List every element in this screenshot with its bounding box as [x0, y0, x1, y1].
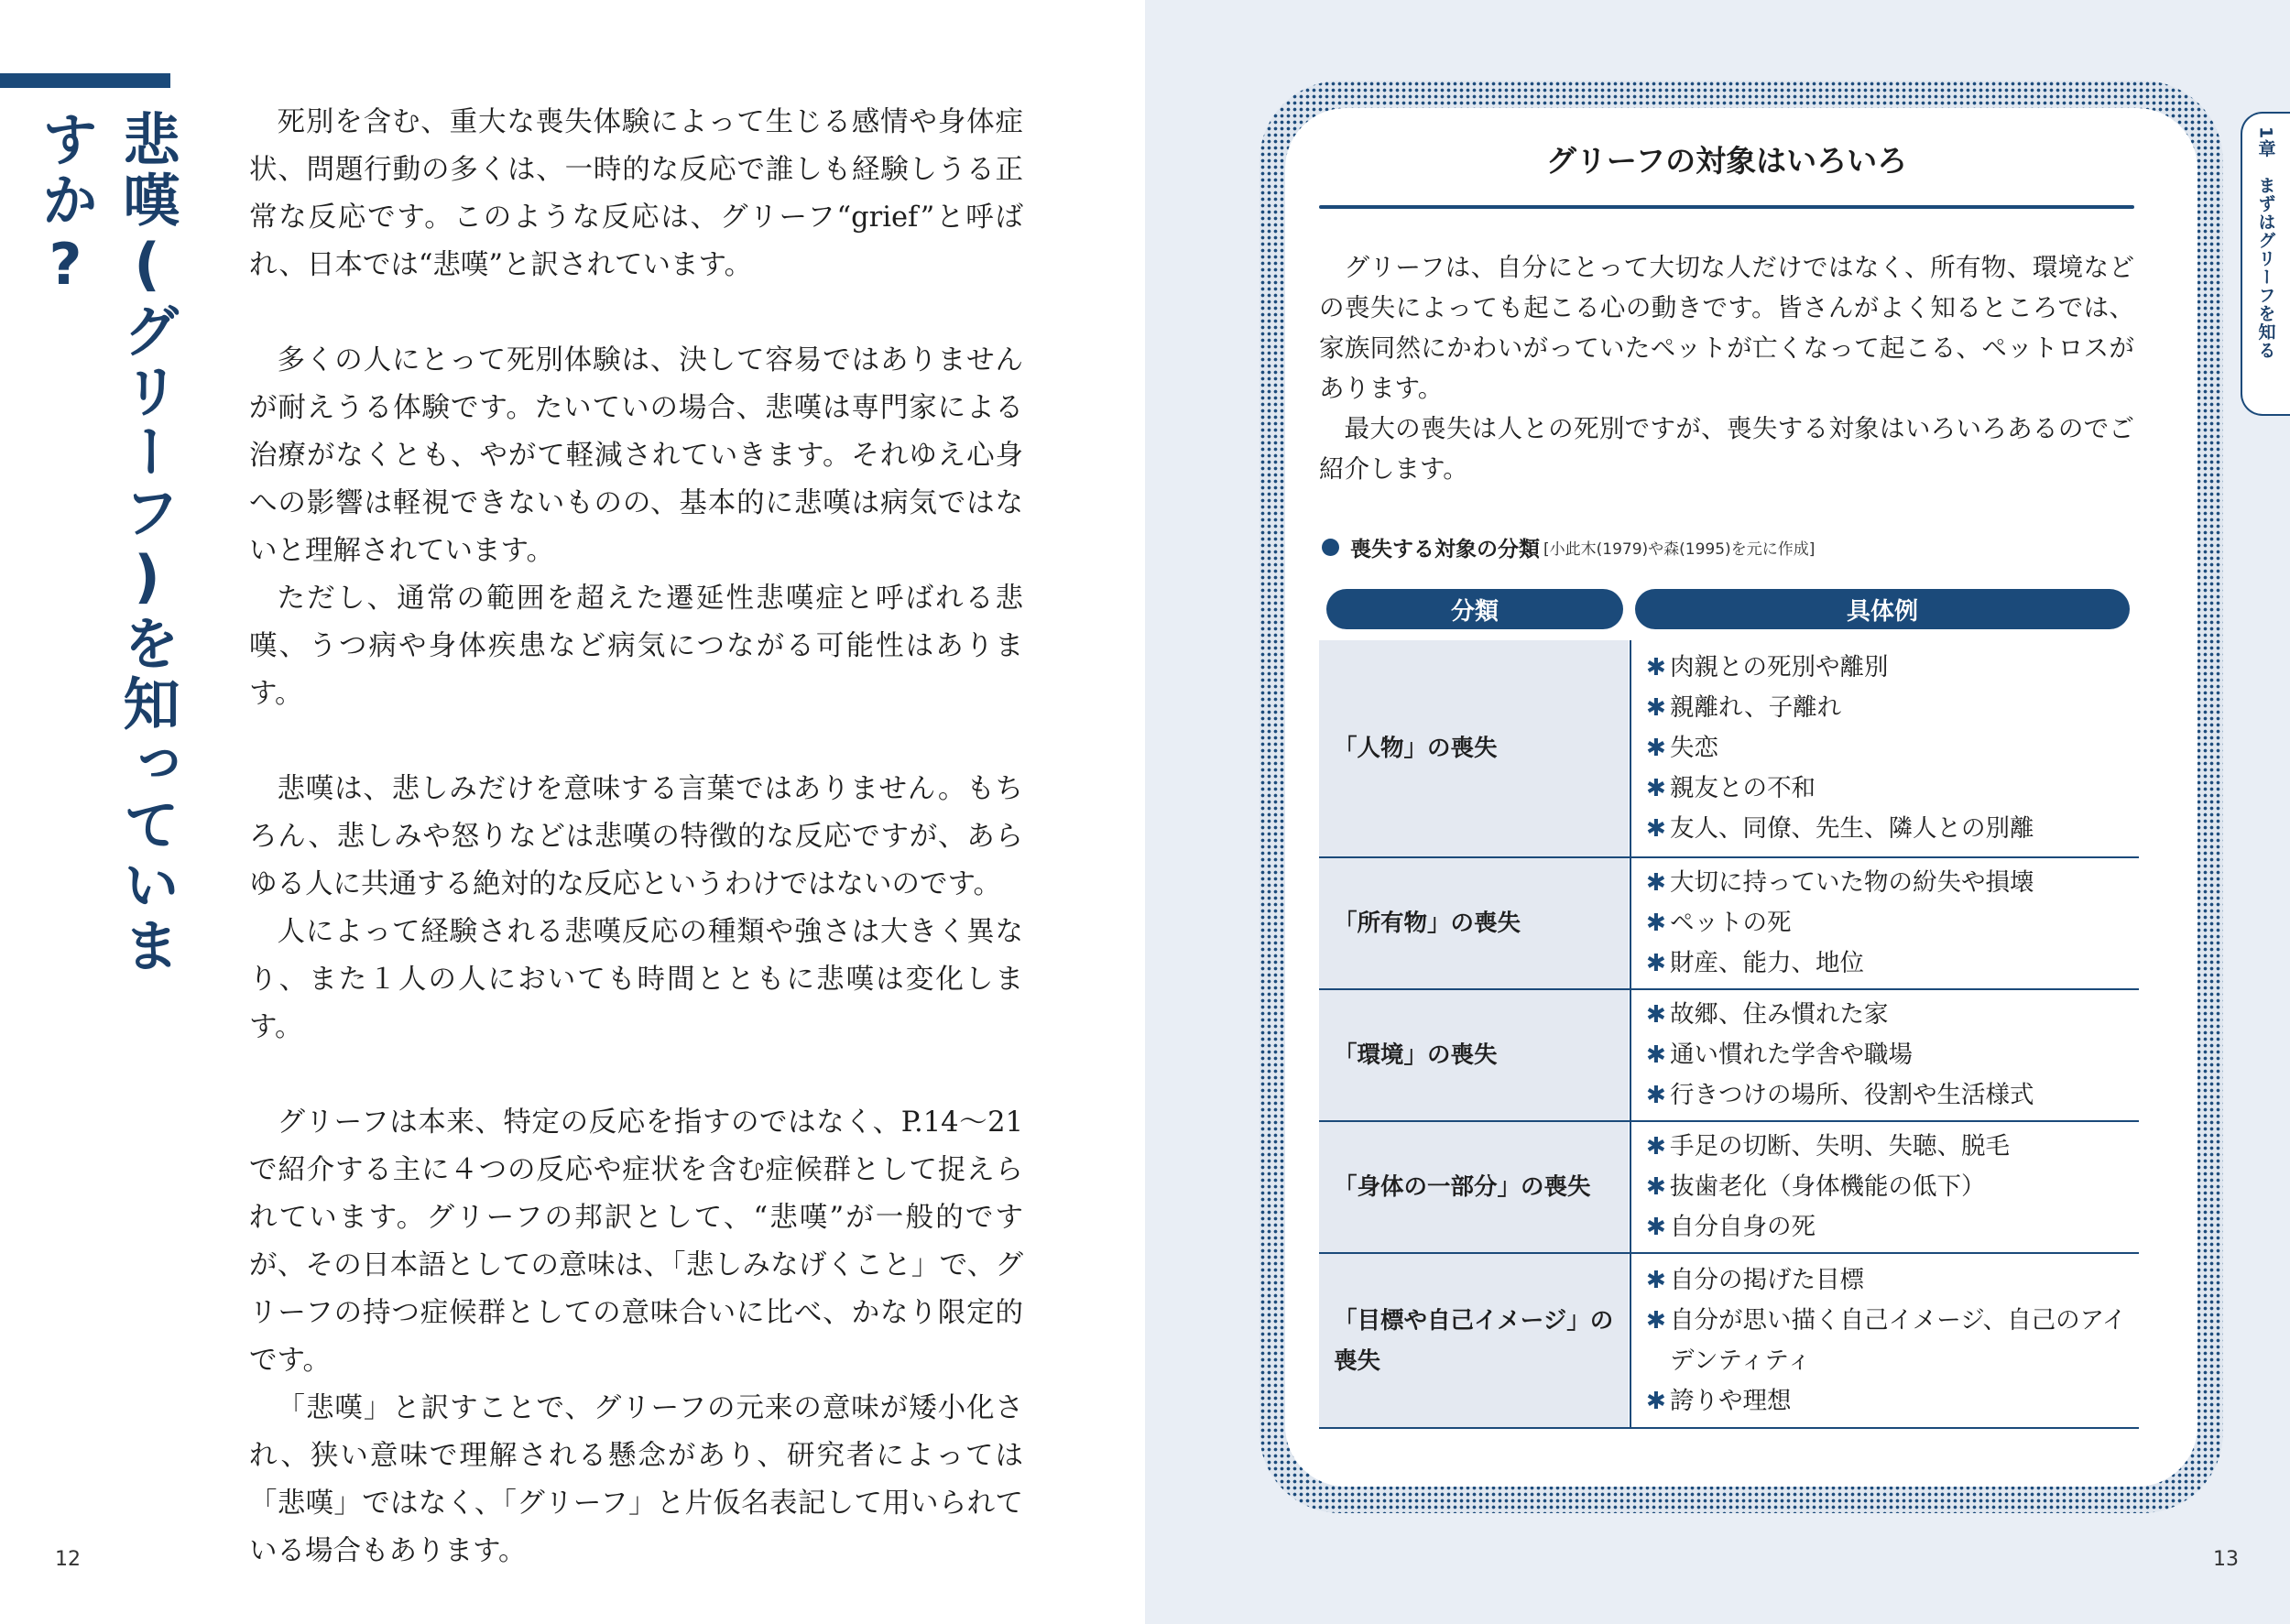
paragraph: 悲嘆は、悲しみだけを意味する言葉ではありません。もちろん、悲しみや怒りなどは悲嘆の特徴的な反応ですが、あらゆる人に共通する絶対的な反応というわけではないのです。	[249, 773, 1023, 900]
table-heading	[1322, 532, 1815, 562]
intro-text	[1319, 247, 2134, 489]
example-item: ✱ 失恋	[1646, 728, 2139, 768]
category-cell: 「目標や自己イメージ」の喪失	[1319, 1254, 1629, 1427]
page-title: 悲嘆(グリーフ)を知っていますか?	[32, 110, 180, 976]
box-title: グリーフの対象はいろいろ	[1545, 143, 1908, 179]
example-item: ✱ 自分の掲げた目標	[1646, 1260, 2139, 1301]
accent-bar	[0, 73, 170, 88]
table-header-category: 分類	[1326, 589, 1623, 629]
example-item: ✱ 手足の切断、失明、失聴、脱毛	[1646, 1127, 2139, 1167]
asterisk-icon: ✱	[1646, 1173, 1666, 1201]
asterisk-icon: ✱	[1646, 1266, 1666, 1294]
example-item: ✱ 自分自身の死	[1646, 1207, 2139, 1248]
paragraph: 人によって経験される悲嘆反応の種類や強さは大きく異なり、また１人の人においても時間とともに悲嘆は変化します。	[249, 916, 1023, 1043]
category-cell: 「環境」の喪失	[1319, 990, 1629, 1120]
example-item: ✱ 大切に持っていた物の紛失や損壊	[1646, 863, 2139, 903]
examples-cell	[1630, 990, 2139, 1120]
intro-paragraph: グリーフは、自分にとって大切な人だけではなく、所有物、環境などの喪失によっても起こる心の動きです。皆さんがよく知るところでは、家族同然にかわいがっていたペットが亡くなって起こる、ペットロスがあります。	[1319, 253, 2134, 403]
example-item: ✱ 通い慣れた学舎や職場	[1646, 1035, 2139, 1075]
table-row	[1319, 1254, 2139, 1429]
category-cell: 「人物」の喪失	[1319, 640, 1629, 856]
asterisk-icon: ✱	[1646, 1306, 1666, 1335]
paragraph: グリーフは本来、特定の反応を指すのではなく、P.14～21で紹介する主に４つの反応や症状を含む症候群として捉えられています。グリーフの邦訳として、“悲嘆”が一般的ですが、その日本語としての意味は、「悲しみなげくこと」で、グリーフの持つ症候群としての意味合いに比べ、かなり限定的です。	[249, 1106, 1023, 1377]
table-row	[1319, 1122, 2139, 1254]
asterisk-icon: ✱	[1646, 775, 1666, 802]
table-title: 喪失する対象の分類	[1350, 538, 1540, 561]
paragraph: 死別を含む、重大な喪失体験によって生じる感情や身体症状、問題行動の多くは、一時的な反応で誰しも経験しうる正常な反応です。このような反応は、グリーフ“grief”と呼ばれ、日本では“悲嘆”と訳されています。	[249, 106, 1023, 281]
examples-cell	[1630, 1122, 2139, 1252]
example-item: ✱ 財産、能力、地位	[1646, 943, 2139, 984]
asterisk-icon: ✱	[1646, 869, 1666, 897]
asterisk-icon: ✱	[1646, 1214, 1666, 1241]
asterisk-icon: ✱	[1646, 950, 1666, 977]
example-item: ✱ 自分が思い描く自己イメージ、自己のアイデンティティ	[1646, 1301, 2139, 1381]
chapter-tab	[2241, 112, 2290, 416]
asterisk-icon: ✱	[1646, 815, 1666, 843]
table-row	[1319, 858, 2139, 990]
example-item: ✱ 行きつけの場所、役割や生活様式	[1646, 1075, 2139, 1116]
asterisk-icon: ✱	[1646, 1001, 1666, 1029]
table-source: [小此木(1979)や森(1995)を元に作成]	[1543, 540, 1816, 559]
asterisk-icon: ✱	[1646, 1387, 1666, 1415]
paragraph: 多くの人にとって死別体験は、決して容易ではありませんが耐えうる体験です。たいていの場合、悲嘆は専門家による治療がなくとも、やがて軽減されていきます。それゆえ心身への影響は軽視できないものの、基本的に悲嘆は病気ではないと理解されています。	[249, 344, 1023, 567]
examples-cell	[1630, 1254, 2139, 1427]
asterisk-icon: ✱	[1646, 1082, 1666, 1109]
asterisk-icon: ✱	[1646, 1133, 1666, 1161]
example-item: ✱ 故郷、住み慣れた家	[1646, 995, 2139, 1035]
example-item: ✱ 親友との不和	[1646, 768, 2139, 809]
page-number-right: 13	[2213, 1548, 2239, 1571]
example-item: ✱ 誇りや理想	[1646, 1381, 2139, 1422]
example-item: ✱ 抜歯老化（身体機能の低下）	[1646, 1167, 2139, 1207]
asterisk-icon: ✱	[1646, 694, 1666, 722]
asterisk-icon: ✱	[1646, 1041, 1666, 1069]
example-item: ✱ ペットの死	[1646, 903, 2139, 943]
examples-cell	[1630, 640, 2139, 856]
bullet-dot-icon	[1322, 539, 1339, 556]
category-cell: 「身体の一部分」の喪失	[1319, 1122, 1629, 1252]
asterisk-icon: ✱	[1646, 735, 1666, 762]
example-item: ✱ 友人、同僚、先生、隣人との別離	[1646, 809, 2139, 849]
example-item: ✱ 肉親との死別や離別	[1646, 648, 2139, 688]
table-header-examples: 具体例	[1635, 589, 2130, 629]
paragraph: 「悲嘆」と訳すことで、グリーフの元来の意味が矮小化され、狭い意味で理解される懸念があり、研究者によっては「悲嘆」ではなく、「グリーフ」と片仮名表記して用いられている場合もあります。	[249, 1392, 1023, 1567]
title-underline	[1319, 205, 2134, 209]
intro-paragraph: 最大の喪失は人との死別ですが、喪失する対象はいろいろあるのでご紹介します。	[1319, 414, 2134, 484]
body-text	[249, 99, 1023, 1575]
right-page	[1145, 0, 2290, 1624]
page-number-left: 12	[55, 1548, 81, 1571]
example-item: ✱ 親離れ、子離れ	[1646, 688, 2139, 728]
table-row	[1319, 990, 2139, 1122]
category-cell: 「所有物」の喪失	[1319, 858, 1629, 988]
paragraph: ただし、通常の範囲を超えた遷延性悲嘆症と呼ばれる悲嘆、うつ病や身体疾患など病気につながる可能性はあります。	[249, 583, 1023, 710]
asterisk-icon: ✱	[1646, 654, 1666, 681]
asterisk-icon: ✱	[1646, 910, 1666, 937]
chapter-label: 1章 まずはグリーフを知る	[2255, 126, 2276, 360]
examples-cell	[1630, 858, 2139, 988]
table-row	[1319, 640, 2139, 858]
